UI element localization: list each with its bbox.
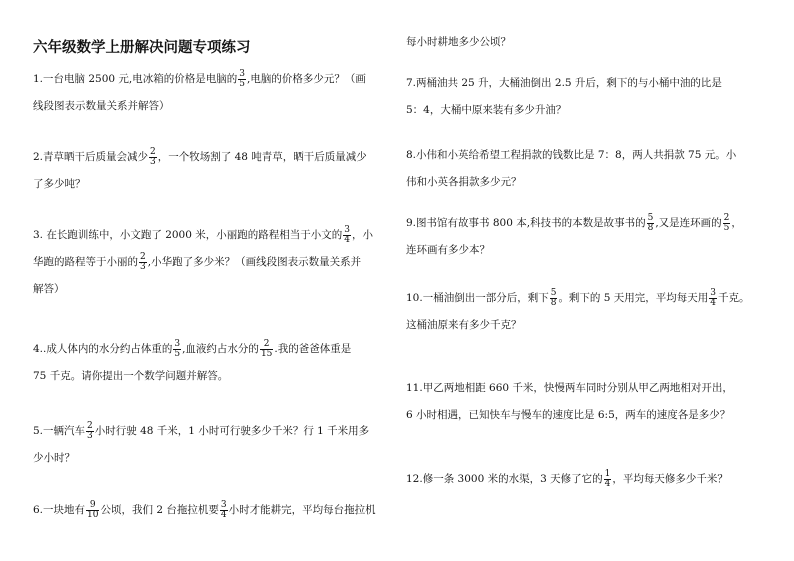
fraction: $\frac{5}{8}$	[550, 287, 557, 308]
fraction: $\frac{3}{4}$	[220, 499, 227, 520]
fraction: $\frac{5}{8}$	[647, 212, 654, 233]
fraction: $\frac{3}{4}$	[710, 287, 717, 308]
question-8: 8.小伟和小英给希望工程捐款的钱数比是 7：8，两人共捐款 75 元。小 伟和小英各捐款多少元？	[406, 149, 737, 188]
question-6: 6.一块地有 $\frac{9}{10}$ 公顷，我们 2 台拖拉机要 $\frac{3}{4}$ 小时才能耕完，平均每台拖拉机	[33, 499, 376, 520]
fraction: $\frac{2}{3}$	[87, 420, 93, 441]
question-12: 12.修一条 3000 米的水渠，3 天修了它的 $\frac{1}{4}$ ，平均每天修多少千米？	[406, 468, 728, 489]
worksheet-title: 六年级数学上册解决问题专项练习	[33, 39, 251, 56]
question-2: 2.青草晒干后质量会减少 $\frac{2}{3}$ ，一个牧场割了 48 吨青草，晒干后质量减少 了多少吨？	[33, 146, 367, 190]
fraction: $\frac{1}{4}$	[604, 468, 611, 489]
fraction: $\frac{2}{15}$	[260, 338, 273, 359]
fraction: $\frac{2}{3}$	[140, 251, 146, 272]
fraction: $\frac{3}{5}$	[174, 338, 181, 359]
question-7: 7.两桶油共 25 升，大桶油倒出 2.5 升后，剩下的与小桶中油的比是 5：4，大桶中原来装有多少升油？	[406, 77, 722, 116]
question-10: 10.一桶油倒出一部分后，剩下 $\frac{5}{8}$ 。剩下的 5 天用完，平均每天用 $\frac{3}{4}$ 千克。 这桶油原来有多少千克？	[406, 287, 750, 331]
fraction: $\frac{9}{10}$	[87, 499, 99, 520]
fraction: $\frac{2}{5}$	[723, 212, 730, 233]
question-1: 1.一台电脑 2500 元,电冰箱的价格是电脑的 $\frac{3}{5}$ ,电脑的价格多少元？（画 线段图表示数量关系并解答）	[33, 68, 366, 112]
question-6-continued: 每小时耕地多少公顷？	[406, 36, 511, 48]
question-3: 3. 在长跑训练中，小文跑了 2000 米，小丽跑的路程相当于小文的 $\frac{3}{4}$ ，小 华跑的路程等于小丽的 $\frac{2}{3}$ ,小华跑了多少米？（画线段图表示数量关系并 解答）	[33, 224, 373, 295]
fraction: $\frac{3}{5}$	[239, 68, 245, 89]
question-4: 4..成人体内的水分约占体重的 $\frac{3}{5}$ ,血液约占水分的 $\frac{2}{15}$ .我的爸爸体重是 75 千克。请你提出一个数学问题并解答。	[33, 338, 352, 382]
fraction: $\frac{2}{3}$	[150, 146, 156, 167]
question-11: 11.甲乙两地相距 660 千米，快慢两车同时分别从甲乙两地相对开出， 6 小时相遇，已知快车与慢车的速度比是 6:5，两车的速度各是多少？	[406, 382, 733, 421]
question-9: 9.图书馆有故事书 800 本,科技书的本数是故事书的 $\frac{5}{8}$ ,又是连环画的 $\frac{2}{5}$ ， 连环画有多少本？	[406, 212, 742, 256]
fraction: $\frac{3}{4}$	[344, 224, 350, 245]
question-5: 5.一辆汽车 $\frac{2}{3}$ 小时行驶 48 千米，1 小时可行驶多少千米？行 1 千米用多 少小时？	[33, 420, 370, 464]
